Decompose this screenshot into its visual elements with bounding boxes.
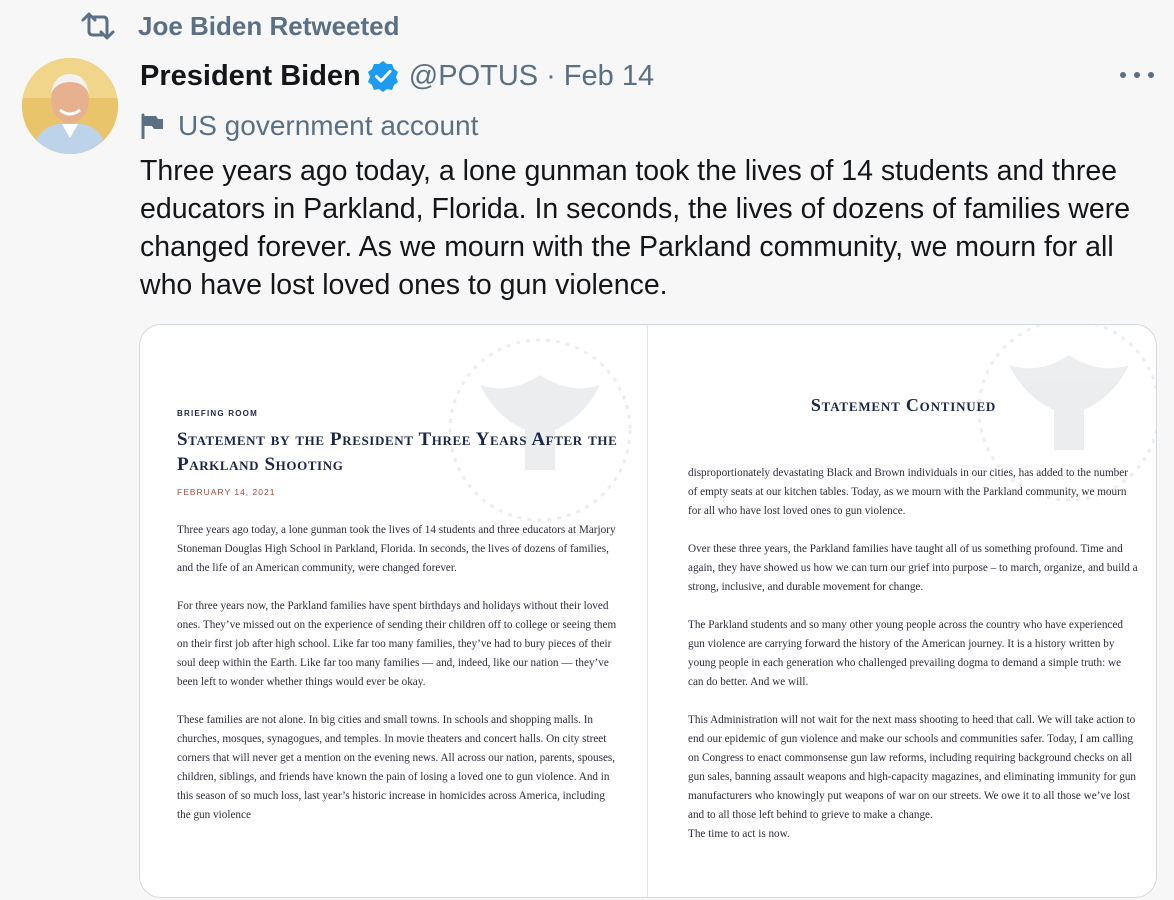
- paragraph: For three years now, the Parkland families have spent birthdays and holidays without their loved ones. They’ve missed out on the experience of sending their children off to college or seeing them on their first job after high school. Like far too many families, they’ve had to bury pieces of their soul deep within the Earth. Like far too many families — and, indeed, like our nation — they’ve been left to wonder whether things would ever be okay.: [177, 600, 617, 688]
- statement-image-card[interactable]: [139, 324, 1157, 898]
- statement-page-left: [140, 325, 648, 898]
- more-dot: [1148, 72, 1154, 78]
- paragraph: This Administration will not wait for the next mass shooting to heed that call. We will take action to end our epidemic of gun violence and make our schools and communities safer. Today, I am calling on Congress to enact commonsense gun law reforms, including requiring background checks on all gun sales, banning assault weapons and high-capacity magazines, and eliminating immunity for gun manufacturers who knowingly put weapons of war on our streets. We owe it to all those we’ve lost and to all those left behind to grieve to make a change.: [688, 714, 1137, 821]
- paragraph: Three years ago today, a lone gunman took the lives of 14 students and three educators at Marjory Stoneman Douglas High School in Parkland, Florida. In seconds, the lives of dozens of families, and the life of an American community, were changed forever.: [177, 524, 616, 574]
- author-name[interactable]: President Biden: [140, 59, 361, 92]
- paragraph: The time to act is now.: [688, 828, 790, 840]
- government-account-text: US government account: [178, 110, 479, 141]
- statement-body-right: [688, 464, 1138, 844]
- tweet-date[interactable]: Feb 14: [563, 59, 655, 92]
- tweet-header: [140, 56, 654, 96]
- briefing-room-label: BRIEFING ROOM: [177, 409, 258, 418]
- statement-date: FEBRUARY 14, 2021: [177, 487, 276, 497]
- author-handle[interactable]: @POTUS: [408, 59, 539, 92]
- government-account-label: [140, 106, 478, 146]
- flag-icon: [140, 113, 164, 139]
- more-dot: [1120, 72, 1126, 78]
- statement-body-left: [177, 521, 617, 844]
- statement-continued-title: Statement Continued: [810, 395, 997, 415]
- paragraph: These families are not alone. In big cities and small towns. In schools and shopping malls. In churches, mosques, synagogues, and temples. In movie theaters and concert halls. On city street corners that will never get a mention on the evening news. All across our nation, parents, spouses, children, siblings, and friends have known the pain of losing a loved one to gun violence. And in this season of so much loss, last year’s historic increase in homicides across America, including the gun violence: [177, 714, 616, 821]
- avatar-image: [22, 58, 118, 154]
- statement-title: Statement by the President Three Years After the Parkland Shooting: [177, 429, 618, 475]
- avatar[interactable]: [22, 58, 118, 154]
- verified-badge-icon: [367, 60, 399, 92]
- statement-page-right: [649, 325, 1157, 898]
- more-dot: [1134, 72, 1140, 78]
- paragraph: disproportionately devastating Black and Brown individuals in our cities, has added to the number of empty seats at our kitchen tables. Today, as we mourn with the Parkland community, we mourn for all who have lost loved ones to gun violence.: [688, 467, 1128, 517]
- retweet-icon: [80, 11, 116, 41]
- paragraph: The Parkland students and so many other young people across the country who have experienced gun violence are carrying forward the history of the American journey. It is a history written by young people in each generation who challenged prevailing dogma to demand a simple truth: we can do better. And we will.: [688, 619, 1123, 688]
- paragraph: Over these three years, the Parkland families have taught all of us something profound. Time and again, they have showed us how we can turn our grief into purpose – to march, organize, and build a strong, inclusive, and durable movement for change.: [688, 543, 1138, 593]
- tweet-text: Three years ago today, a lone gunman took the lives of 14 students and three educators in Parkland, Florida. In seconds, the lives of dozens of families were changed forever. As we mourn with the Parkland community, we mourn for all who have lost loved ones to gun violence.: [140, 155, 1131, 301]
- more-icon[interactable]: [1120, 60, 1154, 90]
- retweet-label: Joe Biden Retweeted: [138, 10, 400, 41]
- retweet-context[interactable]: [80, 8, 400, 44]
- separator-dot: ·: [546, 59, 556, 92]
